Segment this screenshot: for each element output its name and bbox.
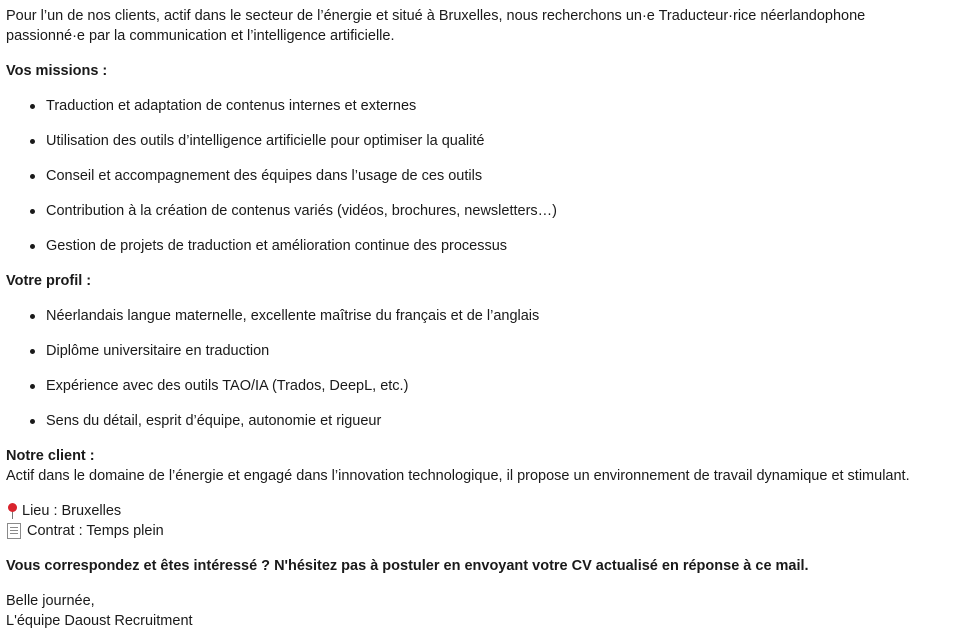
contract-text: Contrat : Temps plein: [27, 523, 164, 539]
contract-line: [6, 521, 947, 541]
list-item: Contribution à la création de contenus variés (vidéos, brochures, newsletters…): [6, 201, 947, 221]
intro-paragraph: Pour l’un de nos clients, actif dans le secteur de l’énergie et situé à Bruxelles, nous recherchons un·e Traducteur·rice néerlandophone passionné·e par la communication et l’intelligence artificielle.: [6, 8, 866, 44]
list-item: Néerlandais langue maternelle, excellente maîtrise du français et de l’anglais: [6, 306, 947, 326]
missions-list: [6, 96, 947, 256]
client-heading: Notre client :: [6, 448, 95, 464]
missions-heading: Vos missions :: [6, 63, 108, 79]
list-item: Gestion de projets de traduction et amélioration continue des processus: [6, 236, 947, 256]
document-icon: [7, 523, 21, 539]
list-item: Sens du détail, esprit d’équipe, autonomie et rigueur: [6, 411, 947, 431]
list-item: Traduction et adaptation de contenus internes et externes: [6, 96, 947, 116]
list-item: Utilisation des outils d’intelligence artificielle pour optimiser la qualité: [6, 131, 947, 151]
greeting: Belle journée,: [6, 593, 95, 609]
profile-heading: Votre profil :: [6, 273, 92, 289]
location-line: [6, 501, 947, 521]
job-details: [6, 501, 947, 541]
list-item: Conseil et accompagnement des équipes dans l’usage de ces outils: [6, 166, 947, 186]
team-signature: L'équipe Daoust Recruitment: [6, 613, 193, 629]
list-item: Diplôme universitaire en traduction: [6, 341, 947, 361]
location-text: Lieu : Bruxelles: [22, 503, 122, 519]
signature: [6, 591, 947, 631]
client-description: Actif dans le domaine de l’énergie et engagé dans l’innovation technologique, il propose un environnement de travail dynamique et stimulant.: [6, 468, 910, 484]
call-to-action: Vous correspondez et êtes intéressé ? N'hésitez pas à postuler en envoyant votre CV actualisé en réponse à ce mail.: [6, 558, 809, 574]
profile-list: [6, 306, 947, 431]
list-item: Expérience avec des outils TAO/IA (Trados, DeepL, etc.): [6, 376, 947, 396]
pin-icon: [6, 502, 22, 520]
